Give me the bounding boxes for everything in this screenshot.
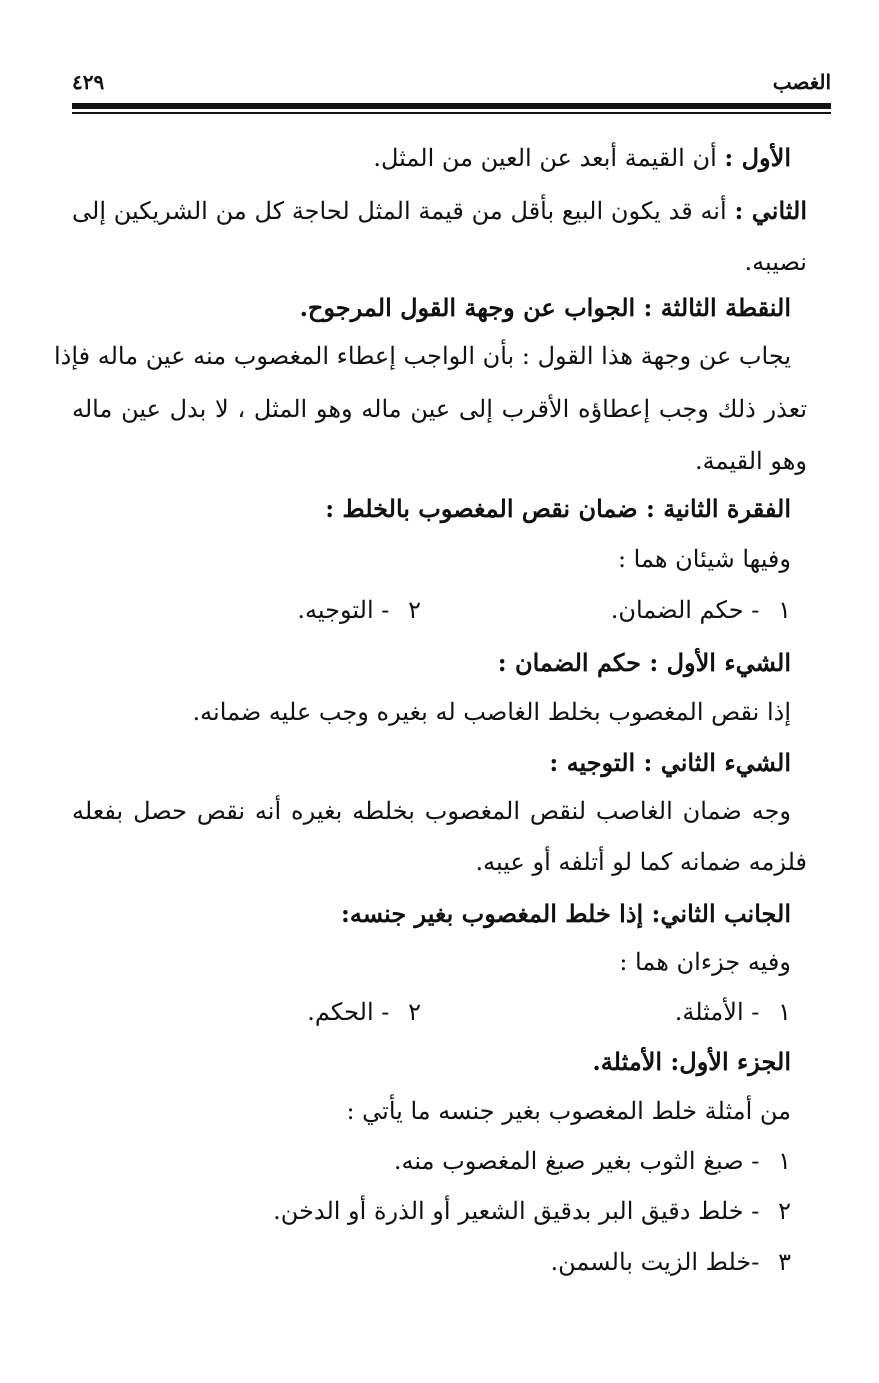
heading-para-two: الفقرة الثانية : ضمان نقص المغصوب بالخلط :	[325, 494, 791, 523]
heading-point-three: النقطة الثالثة : الجواب عن وجهة القول المرجوح.	[299, 293, 791, 322]
heading-side-two: الجانب الثاني: إذا خلط المغصوب بغير جنسه:	[340, 899, 791, 928]
label-second: الثاني :	[734, 196, 807, 225]
example-item	[394, 1147, 791, 1175]
paragraph-second-line1	[72, 196, 807, 225]
list-number: ١	[778, 998, 791, 1026]
list-number: ٢	[408, 596, 421, 624]
list-text: - الحكم.	[307, 998, 390, 1026]
list-item-2	[307, 998, 421, 1026]
paragraph-answer-line2: تعذر ذلك وجب إعطاؤه الأقرب إلى عين ماله وهو المثل ، لا بدل عين ماله	[72, 395, 807, 423]
paragraph-second-line2: نصيبه.	[744, 248, 807, 276]
chapter-title: الغصب	[772, 70, 831, 94]
list-number: ٢	[408, 998, 421, 1026]
header-rule-thick	[72, 103, 831, 109]
list-number: ١	[778, 1147, 791, 1175]
list-text: - خلط دقيق البر بدقيق الشعير أو الذرة أو الدخن.	[273, 1197, 760, 1225]
label-first: الأول :	[724, 143, 791, 172]
paragraph-answer-line1: يجاب عن وجهة هذا القول : بأن الواجب إعطاء المغصوب منه عين ماله فإذا	[53, 342, 791, 370]
list-item-1	[611, 596, 791, 624]
text-second-1: أنه قد يكون البيع بأقل من قيمة المثل لحاجة كل من الشريكين إلى	[72, 197, 727, 225]
page-number: ٤٢٩	[72, 70, 105, 94]
list-item-2	[297, 596, 421, 624]
list-text: -خلط الزيت بالسمن.	[550, 1248, 760, 1276]
list-number: ٢	[778, 1197, 791, 1225]
list-number: ٣	[778, 1248, 791, 1276]
heading-thing-one: الشيء الأول : حكم الضمان :	[497, 648, 791, 677]
header-rule-thin	[72, 112, 831, 114]
paragraph-two-parts: وفيه جزءان هما :	[619, 948, 791, 976]
paragraph-answer-line3: وهو القيمة.	[694, 447, 807, 475]
paragraph-first	[373, 143, 791, 172]
list-number: ١	[778, 596, 791, 624]
example-item	[550, 1248, 791, 1276]
paragraph-examples-intro: من أمثلة خلط المغصوب بغير جنسه ما يأتي :	[346, 1097, 791, 1125]
list-text: - صبغ الثوب بغير صبغ المغصوب منه.	[393, 1147, 760, 1175]
heading-part-one: الجزء الأول: الأمثلة.	[592, 1047, 791, 1076]
list-text: - حكم الضمان.	[610, 596, 760, 624]
paragraph-justification-line1: وجه ضمان الغاصب لنقص المغصوب بخلطه بغيره أنه نقص حصل بفعله	[72, 797, 791, 825]
list-text: - التوجيه.	[297, 596, 390, 624]
paragraph-thing-one: إذا نقص المغصوب بخلط الغاصب له بغيره وجب عليه ضمانه.	[192, 698, 791, 726]
example-item	[273, 1197, 791, 1225]
list-item-1	[675, 998, 791, 1026]
heading-thing-two: الشيء الثاني : التوجيه :	[549, 748, 791, 777]
running-header	[72, 70, 831, 100]
list-text: - الأمثلة.	[674, 998, 760, 1026]
paragraph-two-things: وفيها شيئان هما :	[617, 545, 791, 573]
paragraph-justification-line2: فلزمه ضمانه كما لو أتلفه أو عيبه.	[475, 848, 807, 876]
text-first: أن القيمة أبعد عن العين من المثل.	[373, 144, 717, 172]
